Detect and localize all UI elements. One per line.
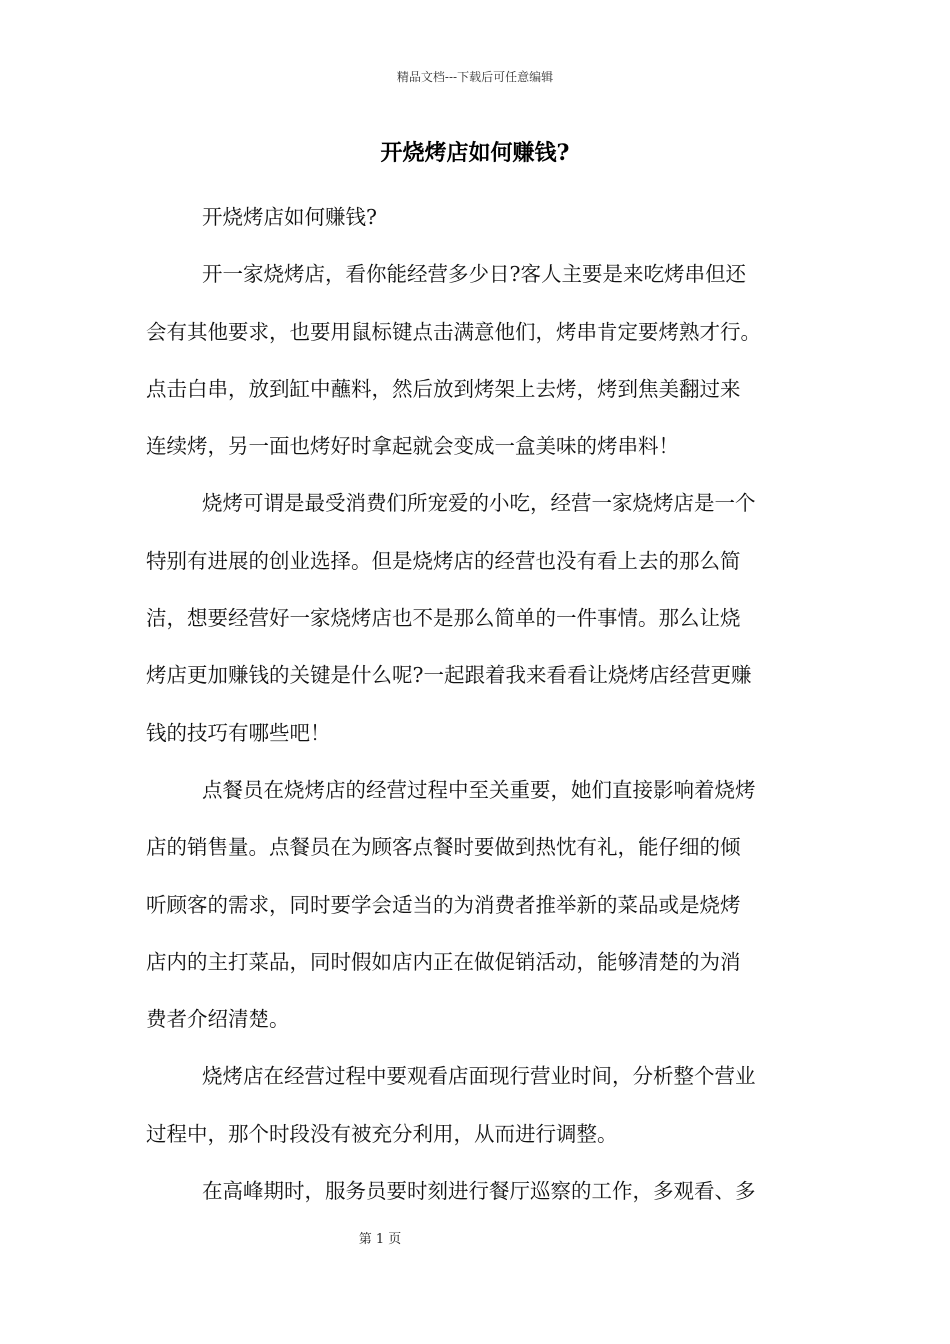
text-line: 过程中，那个时段没有被充分利用，从而进行调整。	[146, 1121, 618, 1146]
text-line: 钱的技巧有哪些吧！	[146, 720, 331, 745]
paragraph	[146, 475, 810, 761]
text-line: 店内的主打菜品，同时假如店内正在做促销活动，能够清楚的为消	[146, 949, 741, 974]
text-line: 烧烤可谓是最受消费们所宠爱的小吃，经营一家烧烤店是一个	[202, 491, 756, 516]
document-body	[146, 189, 810, 1220]
text-line: 在高峰期时，服务员要时刻进行餐厅巡察的工作，多观看、多	[202, 1179, 756, 1204]
paragraph	[146, 246, 810, 475]
text-line: 开烧烤店如何赚钱?	[202, 205, 377, 229]
text-line: 烧烤店在经营过程中要观看店面现行营业时间，分析整个营业	[202, 1064, 756, 1089]
document-title: 开烧烤店如何赚钱?	[380, 140, 570, 166]
text-line: 洁，想要经营好一家烧烤店也不是那么简单的一件事情。那么让烧	[146, 606, 741, 631]
paragraph	[146, 1163, 810, 1220]
text-line: 开一家烧烤店，看你能经营多少日?客人主要是来吃烤串但还	[202, 262, 746, 287]
text-line: 点餐员在烧烤店的经营过程中至关重要，她们直接影响着烧烤	[202, 777, 756, 802]
text-line: 连续烤，另一面也烤好时拿起就会变成一盒美味的烤串料！	[146, 434, 679, 459]
text-line: 听顾客的需求，同时要学会适当的为消费者推举新的菜品或是烧烤	[146, 892, 741, 917]
text-line: 点击白串，放到缸中蘸料，然后放到烤架上去烤，烤到焦美翻过来	[146, 376, 741, 401]
page-header: 精品文档---下载后可任意编辑	[396, 70, 554, 84]
text-line: 会有其他要求，也要用鼠标键点击满意他们，烤串肯定要烤熟才行。	[146, 319, 761, 344]
text-line: 烤店更加赚钱的关键是什么呢?一起跟着我来看看让烧烤店经营更赚	[146, 663, 752, 688]
text-line: 店的销售量。点餐员在为顾客点餐时要做到热忱有礼，能仔细的倾	[146, 835, 741, 860]
text-line: 特别有进展的创业选择。但是烧烤店的经营也没有看上去的那么简	[146, 548, 741, 573]
paragraph	[146, 189, 810, 246]
text-line: 费者介绍清楚。	[146, 1007, 290, 1032]
paragraph	[146, 1048, 810, 1163]
page-number: 第 1 页	[358, 1232, 402, 1247]
paragraph	[146, 762, 810, 1048]
